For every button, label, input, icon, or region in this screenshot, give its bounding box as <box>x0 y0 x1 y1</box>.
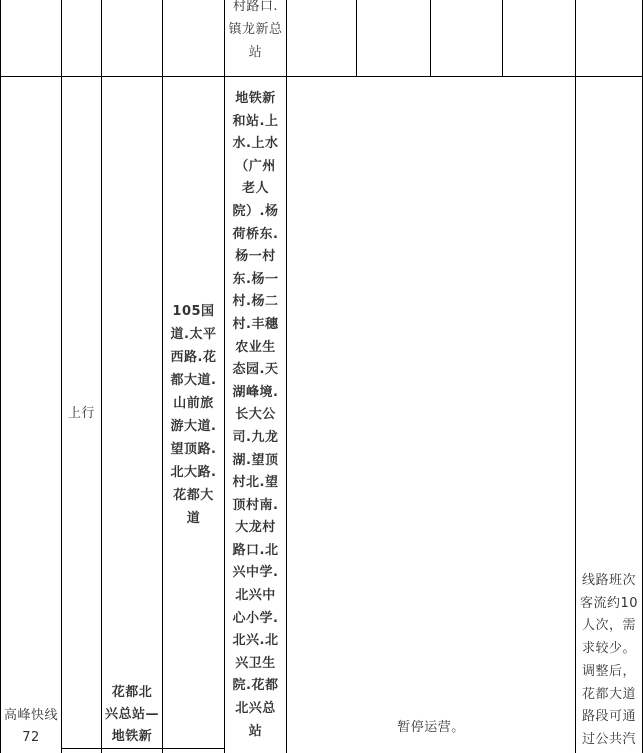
note-line: 路段可通 <box>581 709 636 725</box>
stops-line: 站 <box>248 723 263 739</box>
stop-text-line: 村路口. <box>232 0 279 14</box>
stops-line: 兴卫生 <box>235 655 276 671</box>
roads-line: 山前旅 <box>173 396 214 411</box>
stops-line: 北兴总 <box>235 701 276 717</box>
stops-line: 村北.望 <box>232 475 279 491</box>
roads-line: 北大路. <box>170 465 217 480</box>
route-name-line: 72 <box>22 730 40 745</box>
terminal-line: 花都北 <box>111 685 153 700</box>
stops-line: 老人 <box>241 181 269 197</box>
route-name-line: 高峰快线 <box>3 708 58 723</box>
stops-line: 顶村南. <box>232 497 279 513</box>
table-column-divider <box>286 0 287 753</box>
terminal-line: 地铁新 <box>111 729 153 744</box>
roads-line: 花都大 <box>173 488 214 503</box>
terminal-line: 兴总站— <box>104 707 159 722</box>
table-column-divider <box>101 0 102 753</box>
stops-line: 水.上水 <box>232 136 279 152</box>
note-line: 花都大道 <box>581 686 636 702</box>
stops-line: 兴中学. <box>232 565 279 581</box>
stops-line: 北兴中 <box>235 588 276 604</box>
stops-line: 态园.天 <box>232 362 279 378</box>
stops-line: 农业生 <box>235 339 276 355</box>
direction-cell <box>62 402 101 425</box>
stop-text-line: 站 <box>248 45 263 60</box>
stops-line: 大龙村 <box>235 520 276 536</box>
stops-line: 湖.望顶 <box>232 452 279 468</box>
status-text: 暂停运营。 <box>397 720 465 735</box>
stops-line: 院）.杨 <box>232 203 279 219</box>
table-column-divider <box>356 0 357 77</box>
stops-line: 司.九龙 <box>232 429 279 445</box>
note-line: 线路班次 <box>581 573 636 588</box>
table-row-divider-partial <box>61 748 225 749</box>
table-row-divider <box>0 76 643 77</box>
stops-line: 和站.上 <box>232 113 279 129</box>
roads-line: 道.太平 <box>170 327 217 342</box>
table-border-left <box>0 0 1 753</box>
stops-cell <box>225 88 286 743</box>
stops-line: 北兴.北 <box>232 633 279 649</box>
note-line: 求较少。 <box>581 641 636 657</box>
stops-line: 地铁新 <box>235 91 276 106</box>
roads-line: 望顶路. <box>170 442 217 457</box>
direction-label: 上行 <box>67 406 95 421</box>
stops-line: 院.花都 <box>232 678 279 694</box>
stops-line: 路口.北 <box>232 542 279 558</box>
stop-text-line: 镇龙新总 <box>228 22 283 37</box>
stops-line: 东.杨一 <box>232 271 279 287</box>
table-column-divider <box>502 0 503 77</box>
roads-line: 西路.花 <box>170 350 217 365</box>
stops-line: 村.杨二 <box>232 294 279 310</box>
note-cell <box>576 570 642 752</box>
terminal-cell <box>102 682 162 748</box>
stops-line: 长大公 <box>235 407 276 423</box>
stops-line: 荷桥东. <box>232 226 279 242</box>
roads-line: 105国 <box>172 304 215 319</box>
roads-line: 游大道. <box>170 419 217 434</box>
stops-line: （广州 <box>235 158 276 174</box>
roads-line: 都大道. <box>170 373 217 388</box>
note-line: 过公共汽 <box>581 731 636 747</box>
note-line: 调整后， <box>581 663 636 679</box>
stops-line: 心小学. <box>232 610 279 626</box>
previous-row-stops-cell <box>225 0 286 64</box>
note-line: 客流约10 <box>579 595 639 611</box>
stops-line: 村.丰穗 <box>232 316 279 332</box>
roads-cell <box>163 300 224 530</box>
stops-line: 杨一村 <box>235 249 276 265</box>
stops-line: 湖峰境. <box>232 384 279 400</box>
note-line: 人次，需 <box>581 618 636 634</box>
table-column-divider <box>61 0 62 753</box>
status-cell <box>287 716 575 739</box>
roads-line: 道 <box>186 511 201 526</box>
table-column-divider <box>430 0 431 77</box>
route-name-cell <box>1 705 61 749</box>
